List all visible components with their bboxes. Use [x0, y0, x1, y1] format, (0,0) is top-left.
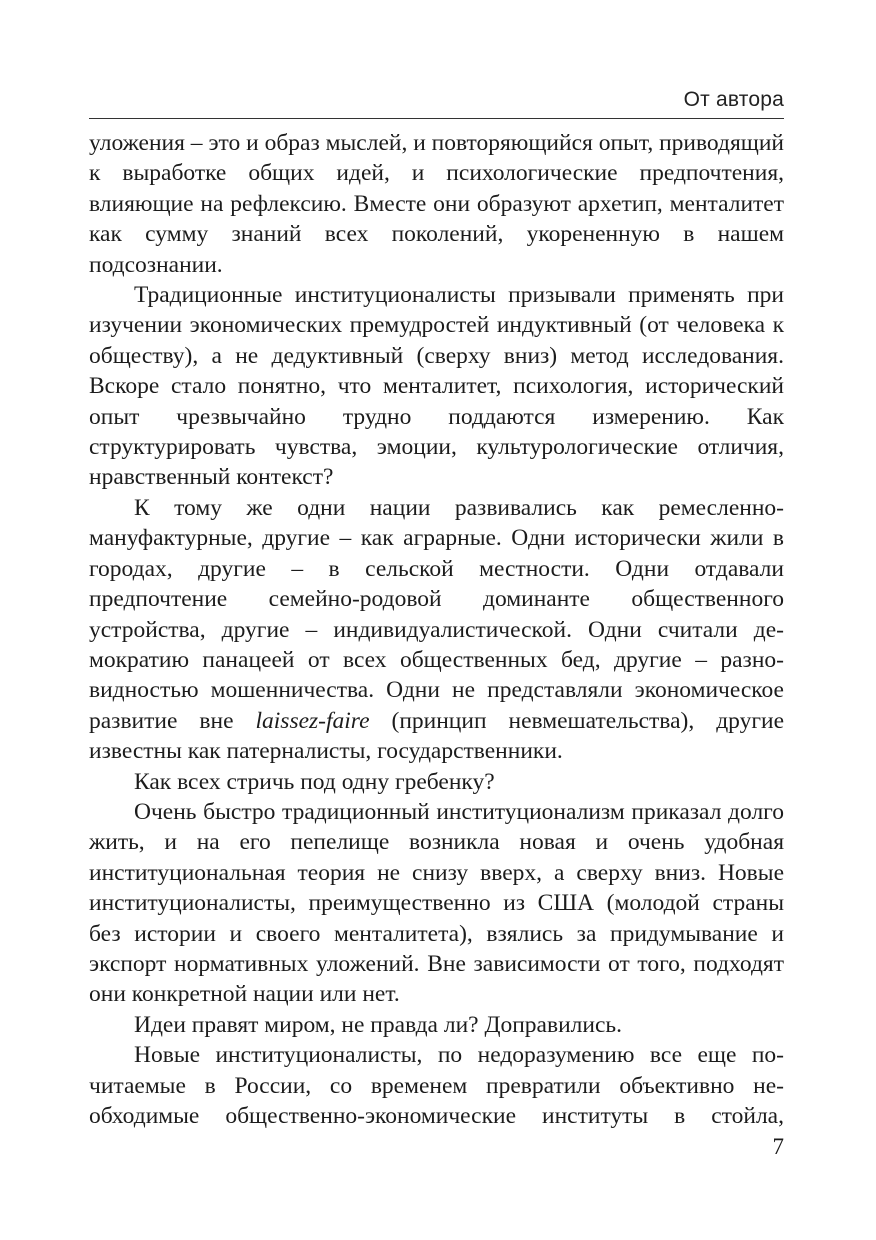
- body-text: [89, 128, 784, 1131]
- paragraph-new-institutional-theory: Очень быстро традиционный институционализм приказал долго жить, и на его пепелище возникла новая и очень удобная институциональная теория не снизу вверх, а сверху вниз. Новые институционалисты, преимущественно из США (молодой страны без истории и своего менталитета), взялись за придумывание и экспорт нормативных уложений. Вне зависимости от того, подходят они конкретной нации или нет.: [89, 798, 784, 1008]
- header-rule: [89, 118, 784, 119]
- paragraph-nations-development: [89, 493, 784, 767]
- italic-term: laissez-faire: [255, 707, 370, 734]
- paragraph-text: К тому же одни нации развивались как ремесленно-мануфактурные, другие – как аграрные. Одни исторически жили в городах, другие – в сельской местности. Одни отдавали предпочтение семейно-родовой доминанте общественного устройства, другие – индивидуалистической. Одни считали демократию панацеей от всех общественных бед, другие – разновидностью мошенничества. Одни не представляли экономическое развитие вне: [89, 494, 784, 734]
- paragraph-ideas-rule: Идеи правят миром, не правда ли? Доправились.: [134, 1011, 622, 1038]
- paragraph-continuation: уложения – это и образ мыслей, и повторяющийся опыт, приводящий к выработке общих идей, и психологические предпочтения, влияющие на рефлексию. Вместе они образуют архетип, менталитет как сумму знаний всех поколений, укорененную в нашем подсознании.: [89, 130, 784, 278]
- paragraph-question: Как всех стричь под одну гребенку?: [134, 768, 495, 795]
- paragraph-traditional-institutionalists: Традиционные институционалисты призывали применять при изучении экономических премудростей индуктивный (от человека к обществу), а не дедуктивный (сверху вниз) метод исследования. Вскоре стало понятно, что менталитет, психология, исторический опыт чрезвычайно трудно поддаются измерению. Как структурировать чувства, эмоции, культурологические отличия, нравственный контекст?: [89, 282, 784, 491]
- paragraph-text: (принцип невмешательства), другие известны как патерналисты, государственники.: [89, 707, 784, 765]
- paragraph-new-institutionalists: Новые институционалисты, по недоразумению все еще почитаемые в России, со временем превратили объективно необходимые общественно-экономические институты в стойла,: [89, 1042, 784, 1129]
- page-number: 7: [772, 1134, 784, 1159]
- running-header-title: От автора: [683, 88, 784, 111]
